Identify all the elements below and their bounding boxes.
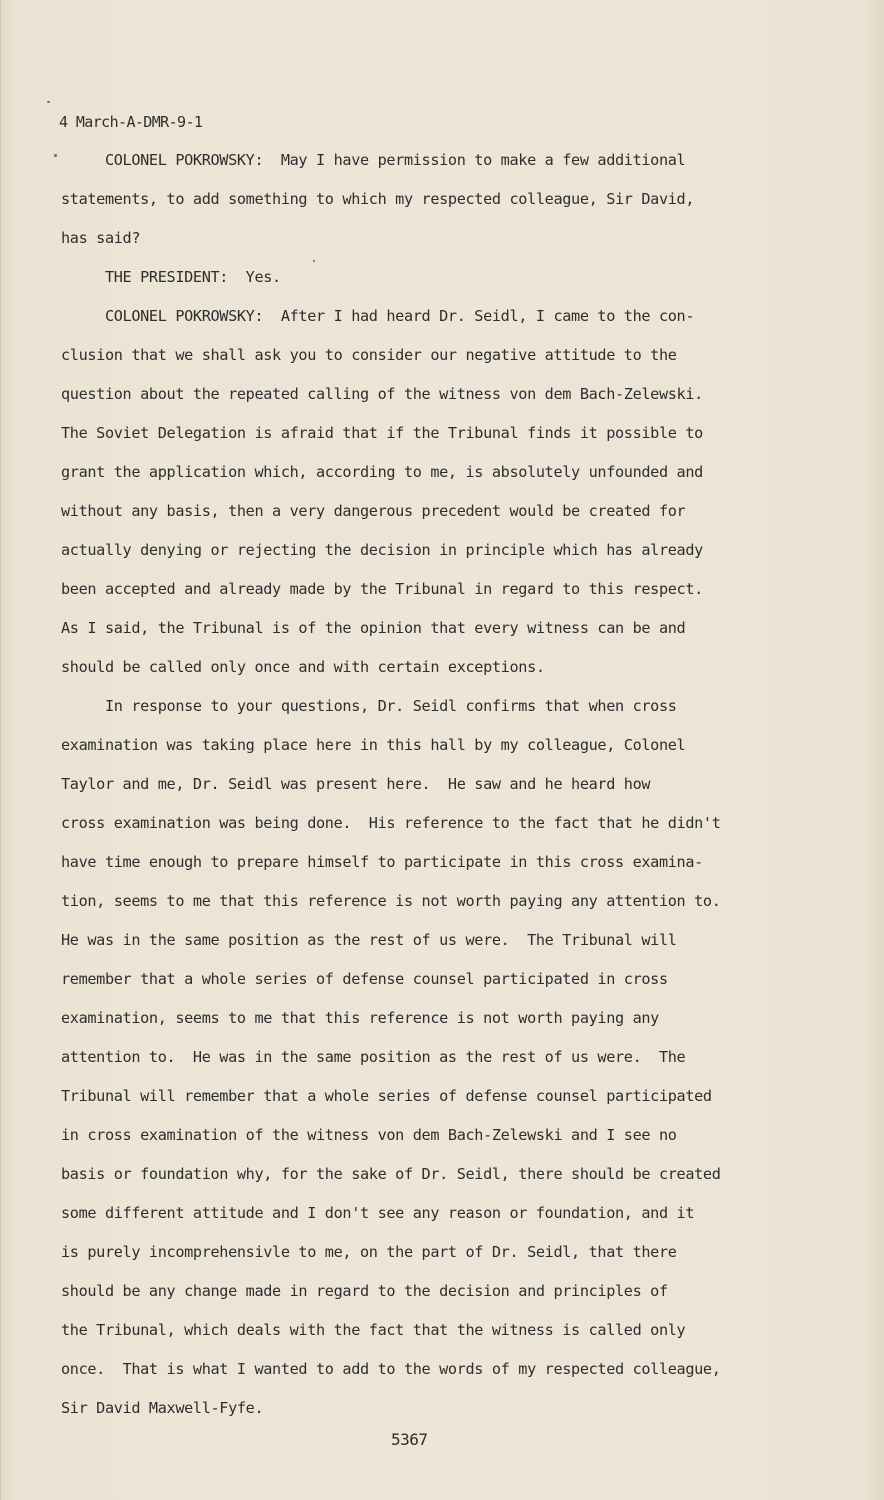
text-line: in cross examination of the witness von dem Bach-Zelewski and I see no — [61, 1126, 677, 1144]
text-line: Tribunal will remember that a whole series of defense counsel participated — [61, 1087, 712, 1105]
ink-speck — [47, 101, 50, 103]
text-line: tion, seems to me that this reference is not worth paying any attention to. — [61, 892, 721, 910]
text-line: should be called only once and with certain exceptions. — [61, 658, 545, 676]
text-line: cross examination was being done. His reference to the fact that he didn't — [61, 814, 721, 832]
text-line: some different attitude and I don't see any reason or foundation, and it — [61, 1204, 695, 1222]
text-line: should be any change made in regard to the decision and principles of — [61, 1282, 668, 1300]
text-line: has said? — [61, 229, 141, 247]
text-line: As I said, the Tribunal is of the opinion that every witness can be and — [61, 619, 686, 637]
text-line: Sir David Maxwell-Fyfe. — [61, 1399, 264, 1417]
text-line: statements, to add something to which my respected colleague, Sir David, — [61, 190, 695, 208]
document-body — [61, 150, 821, 1437]
ink-speck — [54, 154, 57, 157]
text-line: He was in the same position as the rest of us were. The Tribunal will — [61, 931, 677, 949]
text-line: actually denying or rejecting the decision in principle which has already — [61, 541, 703, 559]
text-line: once. That is what I wanted to add to the words of my respected colleague, — [61, 1360, 721, 1378]
text-line: grant the application which, according to me, is absolutely unfounded and — [61, 463, 703, 481]
text-line: been accepted and already made by the Tribunal in regard to this respect. — [61, 580, 703, 598]
text-line: COLONEL POKROWSKY: May I have permission to make a few additional — [61, 151, 686, 169]
text-line: clusion that we shall ask you to consider our negative attitude to the — [61, 346, 677, 364]
text-line: attention to. He was in the same position as the rest of us were. The — [61, 1048, 686, 1066]
page-number: 5367 — [391, 1430, 428, 1449]
text-line: THE PRESIDENT: Yes. — [61, 268, 281, 286]
text-line: is purely incomprehensivle to me, on the part of Dr. Seidl, that there — [61, 1243, 677, 1261]
text-line: basis or foundation why, for the sake of Dr. Seidl, there should be created — [61, 1165, 721, 1183]
text-line: have time enough to prepare himself to participate in this cross examina- — [61, 853, 703, 871]
text-line: question about the repeated calling of the witness von dem Bach-Zelewski. — [61, 385, 703, 403]
text-line: without any basis, then a very dangerous precedent would be created for — [61, 502, 686, 520]
text-line: COLONEL POKROWSKY: After I had heard Dr. Seidl, I came to the con- — [61, 307, 695, 325]
text-line: remember that a whole series of defense counsel participated in cross — [61, 970, 668, 988]
text-line: the Tribunal, which deals with the fact that the witness is called only — [61, 1321, 686, 1339]
text-line: examination, seems to me that this reference is not worth paying any — [61, 1009, 659, 1027]
text-line: The Soviet Delegation is afraid that if the Tribunal finds it possible to — [61, 424, 703, 442]
document-header: 4 March-A-DMR-9-1 — [59, 113, 203, 131]
text-line: Taylor and me, Dr. Seidl was present here. He saw and he heard how — [61, 775, 651, 793]
text-line: In response to your questions, Dr. Seidl confirms that when cross — [61, 697, 677, 715]
text-line: examination was taking place here in this hall by my colleague, Colonel — [61, 736, 686, 754]
